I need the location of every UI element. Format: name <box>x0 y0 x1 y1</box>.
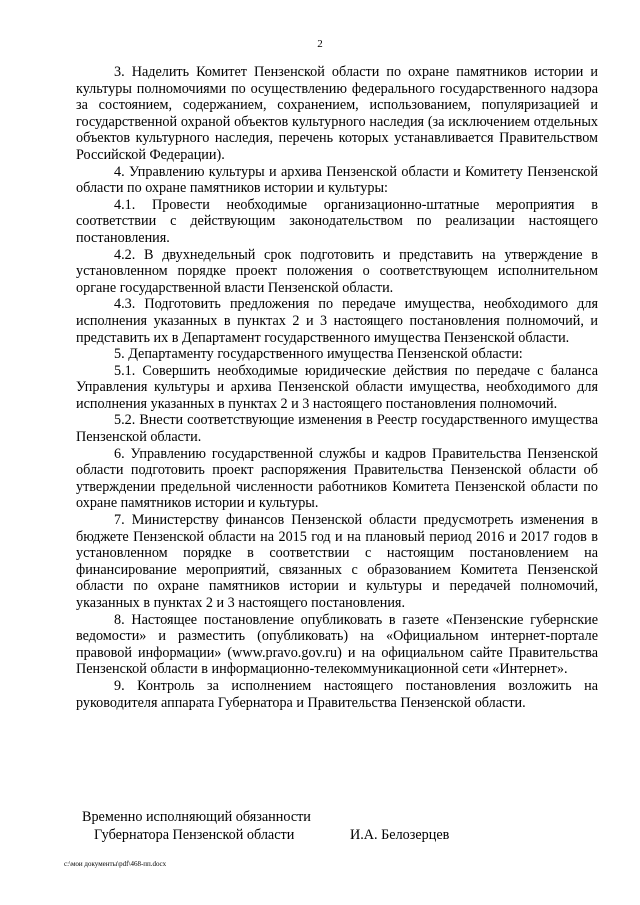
paragraph-7: 7. Министерству финансов Пензенской области предусмотреть изменения в бюджете Пензенской области на 2015 год и на плановый период 2016 и 2017 годов в установленном порядке в соответствии с настоящим постановлением на финансирование мероприятий, связанных с образованием Комитета Пензенской области по охране памятников истории и культуры и передачей полномочий, указанных в пунктах 2 и 3 настоящего постановления. <box>76 512 598 611</box>
document-body <box>76 64 598 711</box>
paragraph-5: 5. Департаменту государственного имущества Пензенской области: <box>114 346 523 363</box>
paragraph-4: 4. Управлению культуры и архива Пензенской области и Комитету Пензенской области по охране памятников истории и культуры: <box>76 163 598 197</box>
paragraph-3: 3. Наделить Комитет Пензенской области по охране памятников истории и культуры полномочиями по осуществлению федерального государственного надзора за состоянием, содержанием, сохранением, использованием, популяризацией и государственной охраной объектов культурного наследия (за исключением отдельных объектов культурного наследия, перечень которых устанавливается Правительством Российской Федерации). <box>76 64 598 163</box>
paragraph-5-1: 5.1. Совершить необходимые юридические действия по передаче с баланса Управления культуры и архива Пензенской области имущества, необходимого для исполнения указанных в пунктах 2 и 3 настоящего постановления полномочий. <box>76 362 598 412</box>
signature-name: И.А. Белозерцев <box>350 827 450 843</box>
signature-title-row <box>82 826 582 844</box>
signature-title: Губернатора Пензенской области <box>94 827 295 843</box>
paragraph-9: 9. Контроль за исполнением настоящего постановления возложить на руководителя аппарата Губернатора и Правительства Пензенской области. <box>76 677 598 711</box>
file-path-footer: c:\мои документы\pdf\468-пп.docx <box>64 860 167 868</box>
signature-block <box>82 808 582 844</box>
paragraph-8: 8. Настоящее постановление опубликовать в газете «Пензенские губернские ведомости» и разместить (опубликовать) на «Официальном интернет-портале правовой информации» (www.pravo.gov.ru) и на официальном сайте Правительства Пензенской области в информационно-телекоммуникационной сети «Интернет». <box>76 611 598 678</box>
page-number: 2 <box>317 38 323 50</box>
signature-position: Временно исполняющий обязанности <box>82 809 311 825</box>
paragraph-4-2: 4.2. В двухнедельный срок подготовить и представить на утверждение в установленном порядке проект положения о соответствующем исполнительном органе государственной власти Пензенской области. <box>76 246 598 296</box>
paragraph-6: 6. Управлению государственной службы и кадров Правительства Пензенской области подготовить проект распоряжения Правительства Пензенской области об утверждении предельной численности работников Комитета Пензенской области по охране памятников истории и культуры. <box>76 445 598 512</box>
paragraph-4-3: 4.3. Подготовить предложения по передаче имущества, необходимого для исполнения указанных в пунктах 2 и 3 настоящего постановления полномочий, и представить их в Департамент государственного имущества Пензенской области. <box>76 296 598 346</box>
paragraph-5-2: 5.2. Внести соответствующие изменения в Реестр государственного имущества Пензенской области. <box>76 412 598 446</box>
paragraph-4-1: 4.1. Провести необходимые организационно-штатные мероприятия в соответствии с действующим законодательством по реализации настоящего постановления. <box>76 196 598 246</box>
